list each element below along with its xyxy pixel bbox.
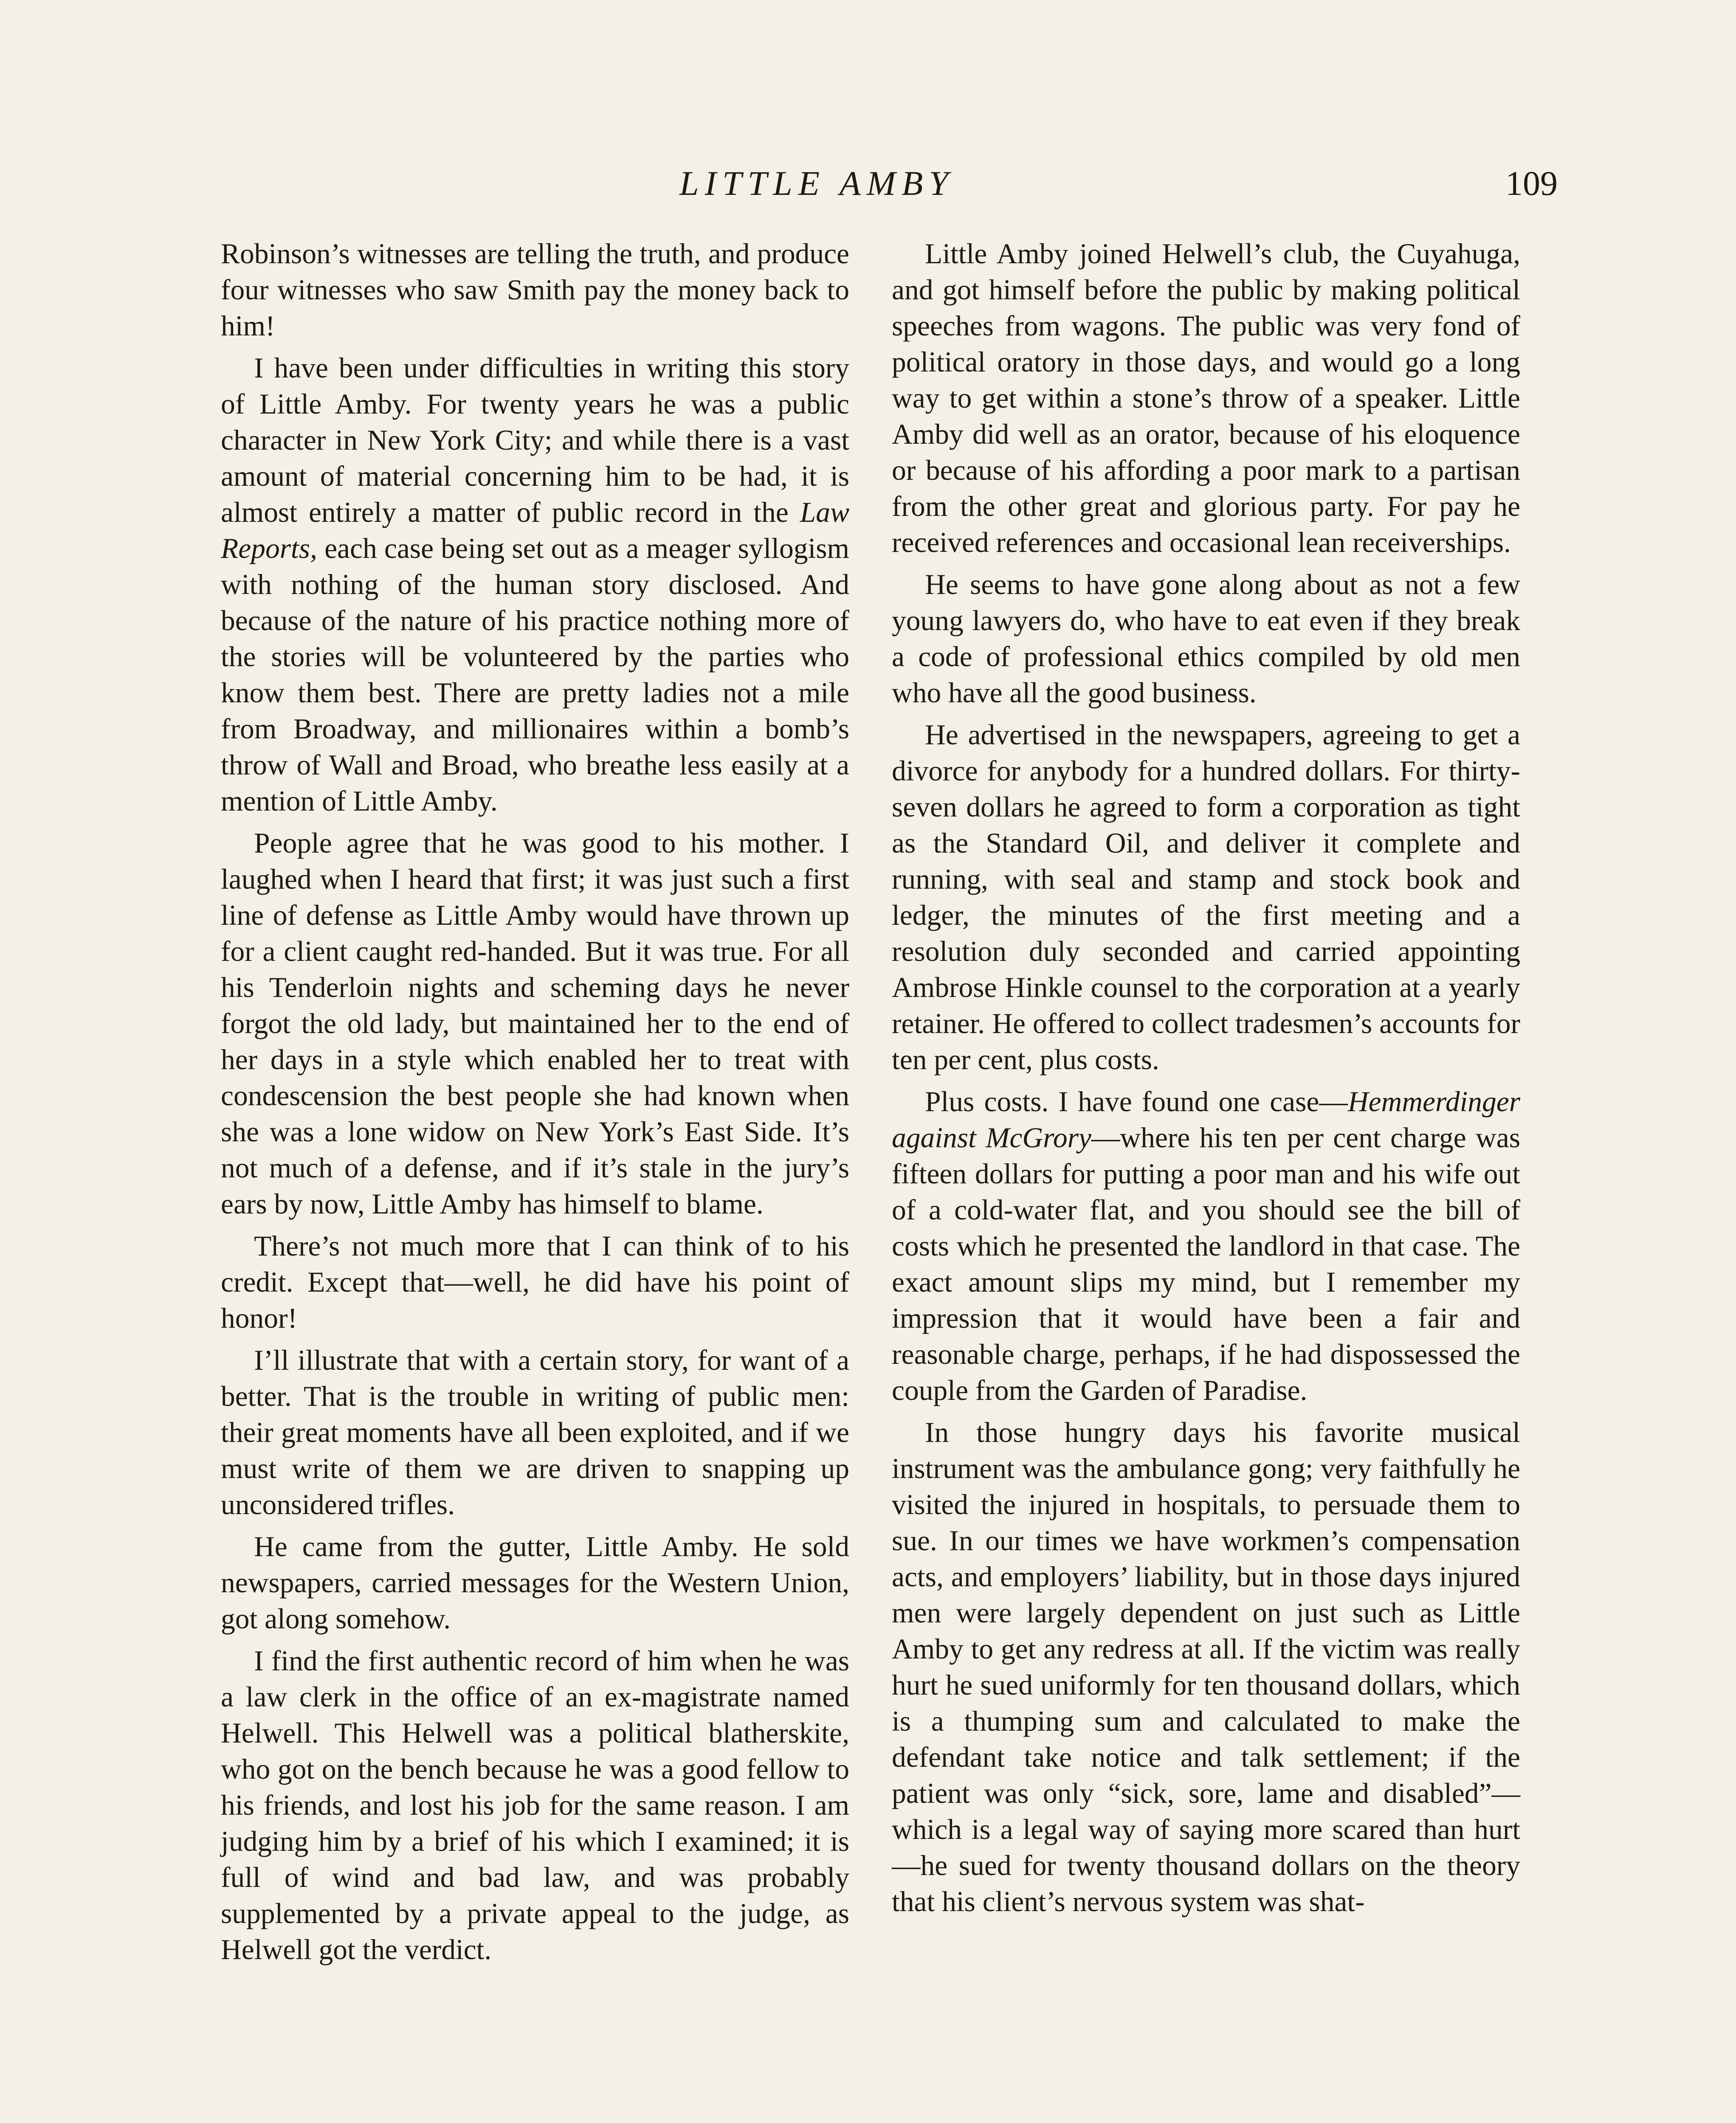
running-title: LITTLE AMBY (679, 164, 954, 203)
paragraph-text: I have been under difficulties in writing this story of Little Amby. For twenty years he was a public character in New York City; and while there is a vast amount of material concerning him to be had, it is almost entirely a matter of public record in the (221, 352, 849, 528)
paragraph: There’s not much more that I can think of to his credit. Except that—well, he did have his point of honor! (221, 1230, 849, 1334)
paragraph: He advertised in the newspapers, agreeing to get a divorce for anybody for a hundred dollars. For thirty-seven dollars he agreed to form a corporation as tight as the Standard Oil, and deliver it complete and running, with seal and stamp and stock book and ledger, the minutes of the first meeting and a resolution duly seconded and carried appointing Ambrose Hinkle counsel to the corporation at a yearly retainer. He offered to collect tradesmen’s accounts for ten per cent, plus costs. (892, 719, 1520, 1076)
right-column (892, 236, 1520, 1920)
paragraph: He seems to have gone along about as not a few young lawyers do, who have to eat even if they break a code of professional ethics compiled by old men who have all the good business. (892, 569, 1520, 709)
paragraph: Robinson’s witnesses are telling the truth, and produce four witnesses who saw Smith pay the money back to him! (221, 238, 849, 342)
paragraph (892, 1084, 1520, 1408)
paragraph-text: Plus costs. I have found one case— (925, 1086, 1348, 1118)
left-column (221, 236, 849, 1968)
paragraph: Little Amby joined Helwell’s club, the Cuyahuga, and got himself before the public by making political speeches from wagons. The public was very fond of political oratory in those days, and would go a long way to get within a stone’s throw of a speaker. Little Amby did well as an orator, because of his eloquence or because of his affording a poor mark to a partisan from the other great and glorious party. For pay he received references and occasional lean receiverships. (892, 238, 1520, 558)
law-reports-title: Law Reports, (221, 496, 850, 564)
paragraph: I’ll illustrate that with a certain story, for want of a better. That is the trouble in writing of public men: their great moments have all been exploited, and if we must write of them we are driven to snapping up unconsidered trifles. (221, 1344, 849, 1520)
paragraph: He came from the gutter, Little Amby. He sold newspapers, carried messages for the Western Union, got along somehow. (221, 1531, 849, 1635)
page-number: 109 (1505, 164, 1558, 203)
page-header (0, 163, 1736, 214)
case-title: Hemmerdinger against McGrory (892, 1086, 1520, 1154)
paragraph (221, 350, 849, 819)
paragraph: In those hungry days his favorite musical instrument was the ambulance gong; very faithfully he visited the injured in hospitals, to persuade them to sue. In our times we have workmen’s compensation acts, and employers’ liability, but in those days injured men were largely dependent on just such as Little Amby to get any redress at all. If the victim was really hurt he sued uniformly for ten thousand dollars, which is a thumping sum and calculated to make the defendant take notice and talk settlement; if the patient was only “sick, sore, lame and disabled”—which is a legal way of saying more scared than hurt—he sued for twenty thousand dollars on the theory that his client’s nervous system was shat- (892, 1416, 1520, 1917)
paragraph: I find the first authentic record of him when he was a law clerk in the office of an ex-magistrate named Helwell. This Helwell was a political blatherskite, who got on the bench because he was a good fellow to his friends, and lost his job for the same reason. I am judging him by a brief of his which I examined; it is full of wind and bad law, and was probably supplemented by a private appeal to the judge, as Helwell got the verdict. (221, 1645, 849, 1965)
paragraph-text: each case being set out as a meager syllogism with nothing of the human story disclosed. And because of the nature of his practice nothing more of the stories will be volunteered by the parties who know them best. There are pretty ladies not a mile from Broadway, and millionaires within a bomb’s throw of Wall and Broad, who breathe less easily at a mention of Little Amby. (221, 532, 849, 817)
paragraph: People agree that he was good to his mother. I laughed when I heard that first; it was just such a first line of defense as Little Amby would have thrown up for a client caught red-handed. But it was true. For all his Tenderloin nights and scheming days he never forgot the old lady, but maintained her to the end of her days in a style which enabled her to treat with condescension the best people she had known when she was a lone widow on New York’s East Side. It’s not much of a defense, and if it’s stale in the jury’s ears by now, Little Amby has himself to blame. (221, 827, 849, 1220)
paragraph-text: —where his ten per cent charge was fifteen dollars for putting a poor man and his wife out of a cold-water flat, and you should see the bill of costs which he presented the landlord in that case. The exact amount slips my mind, but I remember my impression that it would have been a fair and reasonable charge, perhaps, if he had dispossessed the couple from the Garden of Paradise. (892, 1122, 1520, 1406)
